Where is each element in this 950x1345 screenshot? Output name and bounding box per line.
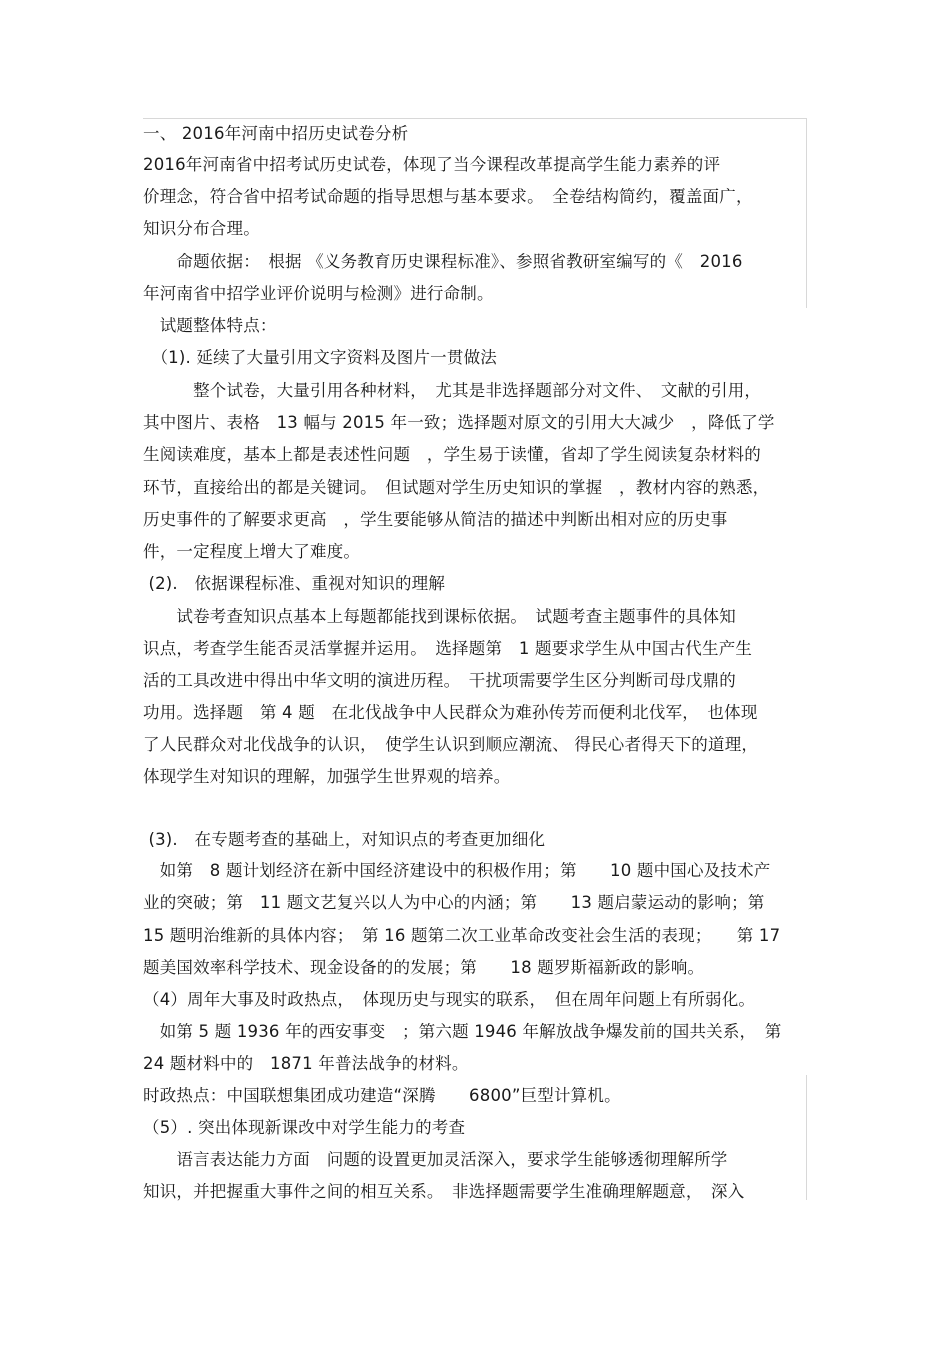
scan-border-top (143, 118, 807, 119)
text-line: （1). 延续了大量引用文字资料及图片一贯做法 (143, 348, 497, 367)
text-line: 生阅读难度，基本上都是表述性问题 ，学生易于读懂，省却了学生阅读复杂材料的 (143, 445, 761, 464)
text-line: 语言表达能力方面 问题的设置更加灵活深入，要求学生能够透彻理解所学 (143, 1150, 728, 1169)
text-line: 了人民群众对北伐战争的认识， 使学生认识到顺应潮流、 得民心者得天下的道理， (143, 735, 759, 754)
text-line: 题美国效率科学技术、现金设备的的发展；第 18 题罗斯福新政的影响。 (143, 958, 705, 977)
text-line: 件，一定程度上增大了难度。 (143, 542, 361, 561)
text-line: 一、 2016年河南中招历史试卷分析 (143, 124, 409, 143)
text-line: 功用。选择题 第 4 题 在北伐战争中人民群众为难孙传芳而便利北伐军， 也体现 (143, 703, 758, 722)
text-line: 知识，并把握重大事件之间的相互关系。 非选择题需要学生准确理解题意， 深入 (143, 1182, 745, 1201)
text-line: (3). 在专题考查的基础上，对知识点的考查更加细化 (143, 830, 546, 849)
text-line: 活的工具改进中得出中华文明的演进历程。 干扰项需要学生区分判断司母戊鼎的 (143, 671, 736, 690)
text-line: 如第 8 题计划经济在新中国经济建设中的积极作用；第 10 题中国心及技术产 (143, 861, 771, 880)
text-line: 整个试卷，大量引用各种材料， 尤其是非选择题部分对文件、 文献的引用， (143, 381, 762, 400)
text-line: 其中图片、表格 13 幅与 2015 年一致；选择题对原文的引用大大减少 ，降低了学 (143, 413, 775, 432)
text-line: 15 题明治维新的具体内容； 第 16 题第二次工业革命改变社会生活的表现； 第 17 (143, 926, 781, 945)
scan-border-right (806, 118, 807, 308)
text-line: 年河南省中招学业评价说明与检测》进行命制。 (143, 284, 494, 303)
text-line: 命题依据： 根据 《义务教育历史课程标准》、参照省教研室编写的《 2016 (143, 252, 743, 271)
text-line: 知识分布合理。 (143, 219, 260, 238)
text-line: 试卷考查知识点基本上每题都能找到课标依据。 试题考查主题事件的具体知 (143, 607, 736, 626)
text-line: 环节，直接给出的都是关键词。 但试题对学生历史知识的掌握 ，教材内容的熟悉， (143, 478, 770, 497)
text-line: 时政热点：中国联想集团成功建造“深腾 6800”巨型计算机。 (143, 1086, 621, 1105)
text-line: 如第 5 题 1936 年的西安事变 ；第六题 1946 年解放战争爆发前的国共关系， 第 (143, 1022, 782, 1041)
text-line: （5）. 突出体现新课改中对学生能力的考查 (143, 1118, 466, 1137)
text-line: 历史事件的了解要求更高 ，学生要能够从简洁的描述中判断出相对应的历史事 (143, 510, 728, 529)
text-line: 24 题材料中的 1871 年普法战争的材料。 (143, 1054, 469, 1073)
scan-border-right-lower (806, 1075, 807, 1200)
text-line: 识点，考查学生能否灵活掌握并运用。 选择题第 1 题要求学生从中国古代生产生 (143, 639, 753, 658)
text-line: 体现学生对知识的理解，加强学生世界观的培养。 (143, 767, 511, 786)
text-line: 2016年河南省中招考试历史试卷，体现了当今课程改革提高学生能力素养的评 (143, 155, 721, 174)
text-line: 价理念，符合省中招考试命题的指导思想与基本要求。 全卷结构简约，覆盖面广， (143, 187, 753, 206)
text-line: 试题整体特点： (143, 316, 277, 335)
text-line: 业的突破；第 11 题文艺复兴以人为中心的内涵；第 13 题启蒙运动的影响；第 (143, 893, 765, 912)
text-line: (2). 依据课程标准、重视对知识的理解 (143, 574, 446, 593)
text-line: （4）周年大事及时政热点， 体现历史与现实的联系， 但在周年问题上有所弱化。 (143, 990, 756, 1009)
